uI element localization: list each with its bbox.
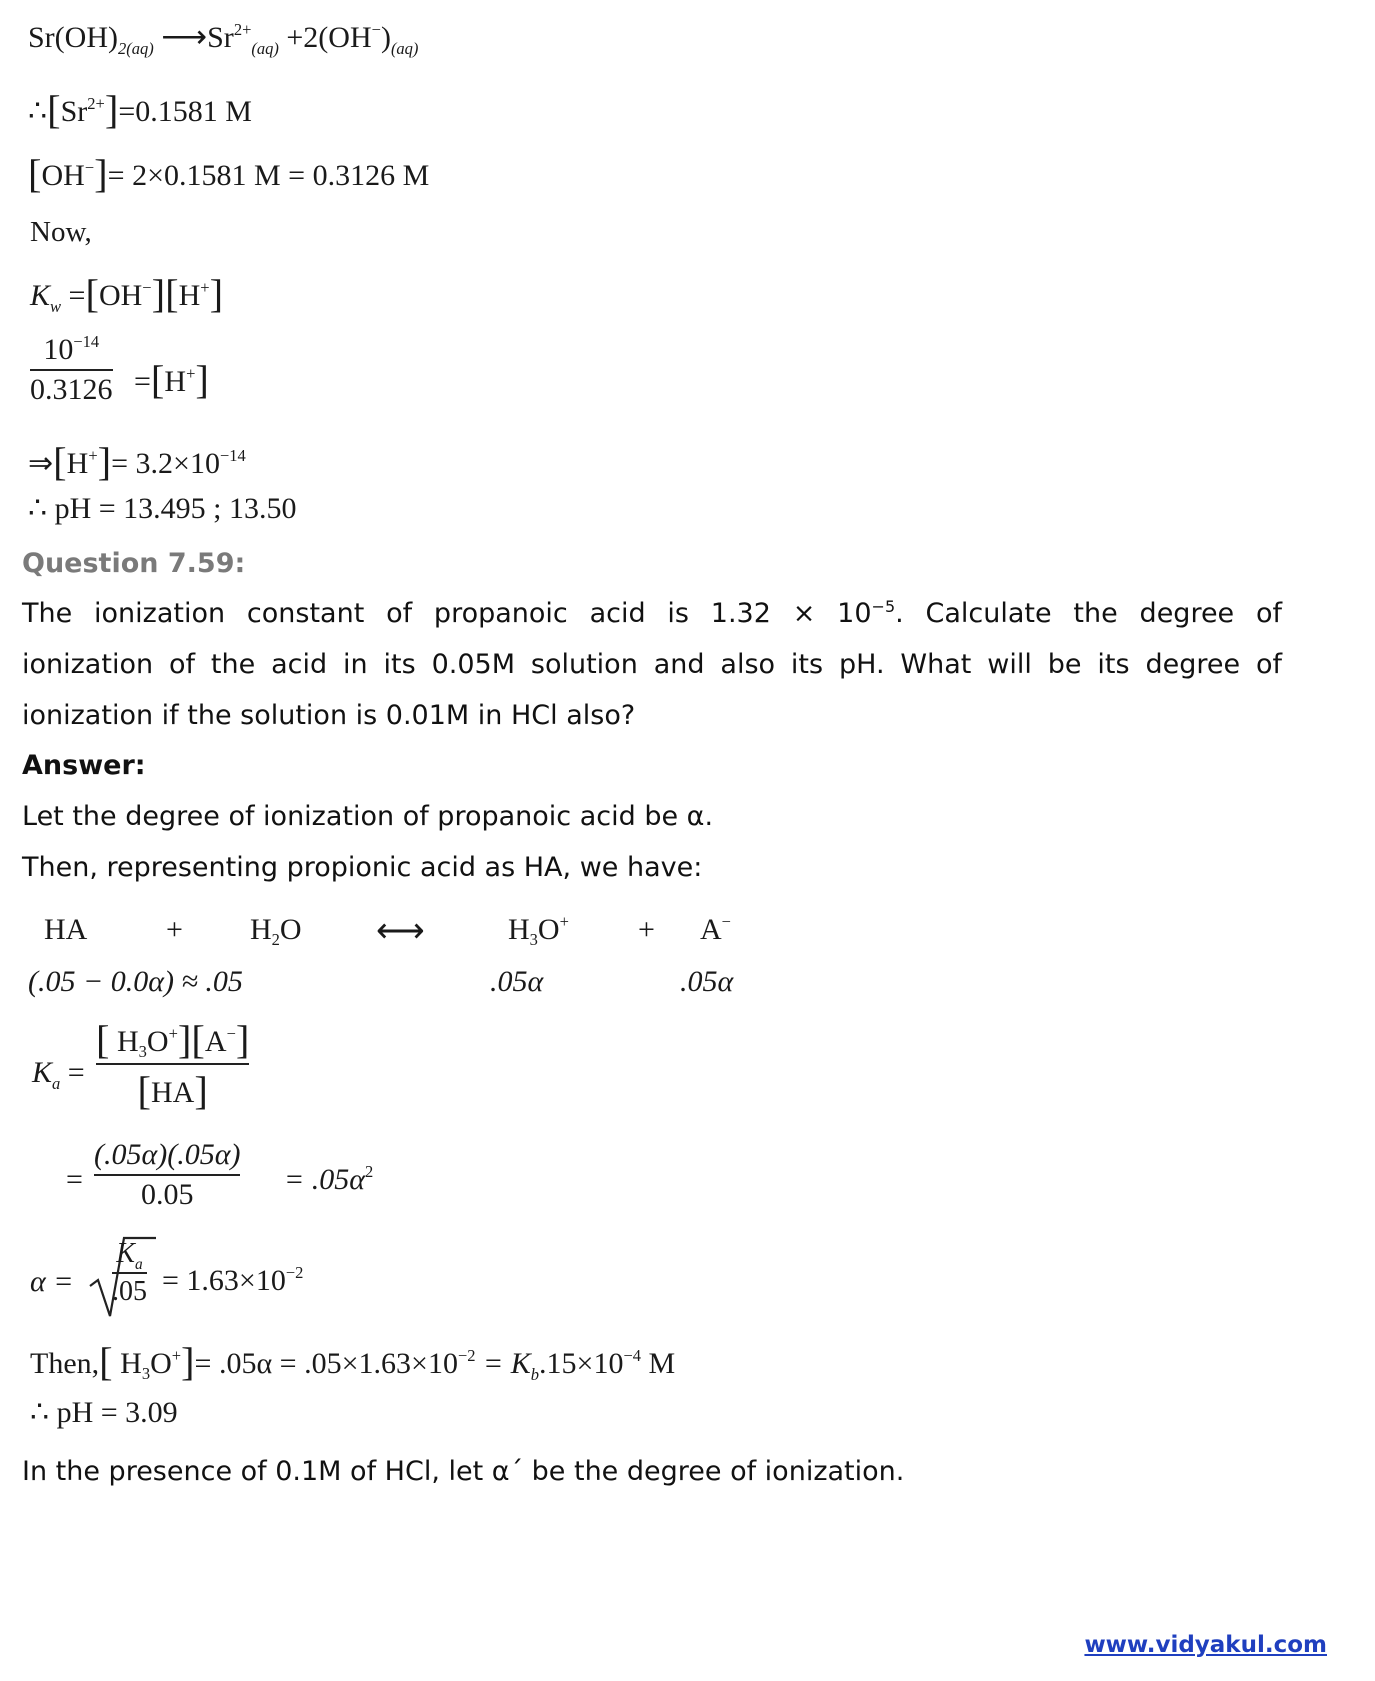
answer-line-2: Then, representing propionic acid as HA, we have: xyxy=(22,852,703,883)
equation-kw: $K_w =[OH^-][H^+]$ xyxy=(30,271,224,317)
reaction-ha: HA xyxy=(44,913,88,946)
question-heading: Question 7.59: xyxy=(22,548,246,579)
reaction-concentration-ha: (.05 − 0.0α) ≈ .05 xyxy=(28,965,243,998)
fraction-alpha-product: (.05α)(.05α) 0.05 xyxy=(94,1138,241,1211)
equation-alpha-squared: = $.05\alpha^2$ xyxy=(284,1162,374,1196)
footer-website-link[interactable]: www.vidyakul.com xyxy=(1084,1632,1327,1658)
equation-alpha-label: α = xyxy=(30,1265,74,1298)
reaction-plus-2: + xyxy=(638,913,655,946)
equation-oh-concentration: [OH−]= 2×0.1581 M = 0.3126 M xyxy=(28,151,430,197)
equation-ph-result-1: ∴ pH = 13.495 ; 13.50 xyxy=(28,492,297,525)
answer-line-3: In the presence of 0.1M of HCl, let α´ be the degree of ionization. xyxy=(22,1456,905,1487)
equation-sr-concentration: $\therefore[Sr^{2+}]=0.1581$ M xyxy=(28,87,252,133)
reaction-concentration-h3o: .05α xyxy=(490,965,544,998)
fraction-kw-over-oh: $10^{-14}$ 0.3126 xyxy=(30,332,113,406)
equation-h-concentration: ⇒[H+]= $3.2\times 10^{-14}$ xyxy=(28,439,246,485)
reaction-concentration-a: .05α xyxy=(680,965,734,998)
reaction-a-minus: A− xyxy=(700,912,731,946)
equation-alpha-value: = $1.63\times 10^{-2}$ xyxy=(162,1263,304,1297)
equation-equals-sign: = xyxy=(66,1163,83,1196)
reaction-h3o: H3O+ xyxy=(508,912,569,949)
question-line-2: ionization of the acid in its 0.05M solution and also its pH. What will be its degree of xyxy=(22,649,1282,680)
equation-sroh2-dissociation: $Sr(OH)_{2(aq)}$ $⟶Sr^{2+}_{(aq)} +2(OH^-)_{(aq)}$ xyxy=(28,18,419,59)
answer-label: Answer: xyxy=(22,750,146,781)
equation-ph-result-2: ∴ pH = 3.09 xyxy=(30,1396,178,1429)
question-line-1: The ionization constant of propanoic acid is $1.32 \times 10^{-5}$. Calculate the degree of xyxy=(22,597,1283,629)
equation-ka-label: $K_a$ = xyxy=(32,1056,85,1094)
equation-h-equals: =[H+] xyxy=(134,357,209,403)
answer-line-1: Let the degree of ionization of propanoic acid be α. xyxy=(22,801,714,832)
text-now: Now, xyxy=(30,216,92,248)
reaction-plus-1: + xyxy=(166,913,183,946)
question-line-3: ionization if the solution is 0.01M in HCl also? xyxy=(22,700,636,731)
reaction-h2o: H2O xyxy=(250,913,302,949)
equation-h3o-concentration: Then,[ $H3O^+]= .05\alpha = .05\times 1.63\times 10^{-2} = K_b.15\times 10^{-4}$ M xyxy=(30,1339,676,1385)
fraction-ka-over-conc: $K_a$ .05 xyxy=(112,1238,147,1307)
fraction-ka-expression: [ H3O+][A−] [HA] xyxy=(96,1017,250,1113)
reaction-equilibrium-arrow: ⟷ xyxy=(376,913,425,950)
